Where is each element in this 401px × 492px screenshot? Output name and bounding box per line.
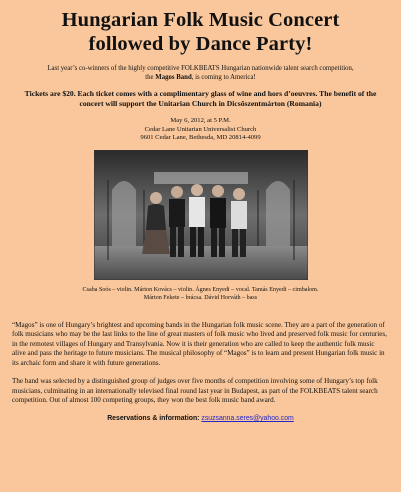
- caption-line-1: Csaba Soós – violin. Márton Kovács – violin. Ágnes Enyedi – vocal. Tamás Enyedi – cimbalom.: [82, 286, 319, 293]
- title-line-1: Hungarian Folk Music Concert: [61, 9, 340, 31]
- event-date-time: May 6, 2012, at 5 P.M.: [170, 117, 231, 124]
- event-address: 9601 Cedar Lane, Bethesda, MD 20814-4099: [140, 134, 261, 142]
- event-details: [8, 117, 393, 143]
- reservations-line: [8, 414, 393, 423]
- intro-text: Last year’s co-winners of the highly competitive FOLKBEATS Hungarian nationwide talent search competition,: [47, 65, 354, 72]
- band-photo: [94, 150, 308, 280]
- band-name: Magos Band: [155, 74, 192, 81]
- caption-line-2: Márton Fekete – brácsa. Dávid Horváth – bass: [143, 295, 258, 302]
- intro-paragraph: [22, 64, 379, 82]
- concert-title: [8, 0, 393, 56]
- title-line-2: followed by Dance Party!: [88, 33, 313, 55]
- tickets-info: Tickets are $20. Each ticket comes with a complimentary glass of wine and hors d’oeuvres. The benefit of the concert will support the Unitarian Church in Dicsőszentmárton (Romania): [24, 89, 377, 108]
- intro-prefix: the: [145, 74, 156, 81]
- reservations-email-link[interactable]: zsuzsanna.seres@yahoo.com: [201, 414, 294, 422]
- intro-suffix: , is coming to America!: [191, 74, 256, 81]
- band-members-caption: [18, 286, 383, 303]
- reservations-label: Reservations & information:: [107, 414, 202, 422]
- about-band-paragraph: “Magos” is one of Hungary’s brightest and upcoming bands in the Hungarian folk music scene. They are a part of the generation of folk musicians who may be the last links to the line of great masters of folk music who lived and preserved folk music for centuries, in the remotest villages of Hungary and Transylvania. Now it is their generation who are called to keep the authentic folk music alive and pass the heritage to future musicians. The musical philosophy of “Magos” is to learn and present Hungarian folk music in its archaic form and share it with future generations.: [12, 320, 387, 367]
- event-venue: Cedar Lane Unitarian Universalist Church: [144, 125, 257, 133]
- competition-paragraph: The band was selected by a distinguished group of judges over five months of competition involving some of Hungary’s top folk musicians, culminating in an internationally televised final round last year in Budapest, as part of the FOLKBEATS talent search competition. Out of almost 100 competing groups, they won the best folk music band award.: [12, 377, 378, 405]
